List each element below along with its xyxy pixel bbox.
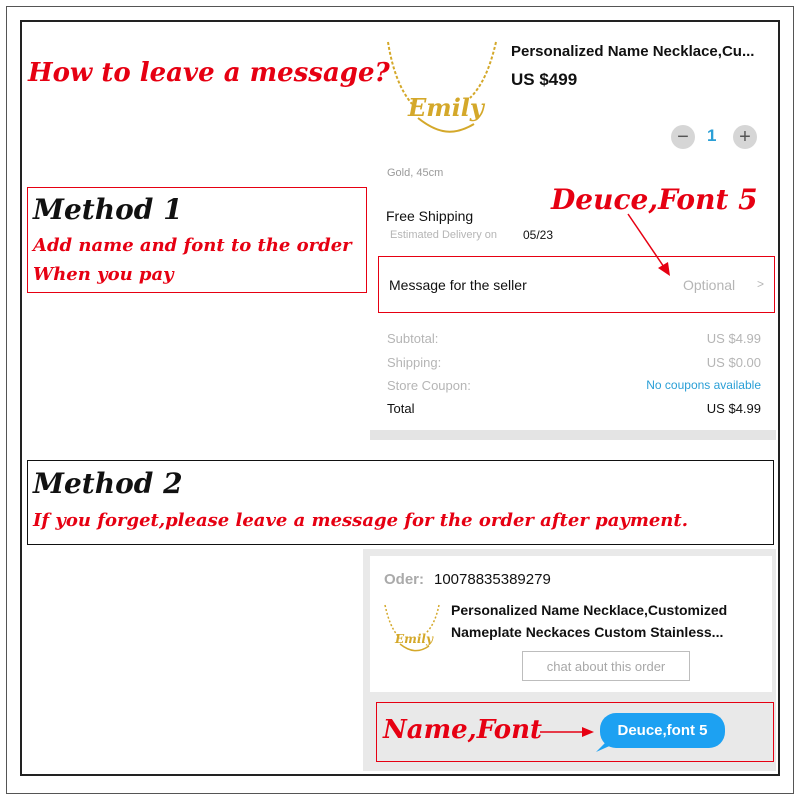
minus-icon[interactable]: − (671, 125, 695, 149)
chevron-right-icon[interactable]: > (757, 277, 765, 291)
bubble-tail (596, 738, 614, 754)
summary-coupon (387, 378, 761, 393)
page-headline: How to leave a message? (28, 58, 390, 88)
product-title[interactable]: Personalized Name Necklace,Cu... (511, 43, 755, 60)
summary-shipping (387, 355, 761, 370)
order-label: Oder: (384, 571, 425, 588)
necklace-chain-right (470, 42, 496, 98)
necklace-image (378, 38, 502, 142)
summary-total-value: US $4.99 (706, 401, 761, 416)
plus-icon[interactable]: + (733, 125, 757, 149)
method2-line1: If you forget,please leave a message for the order after payment. (33, 510, 688, 531)
summary-divider (370, 430, 776, 440)
method1-line1: Add name and font to the order (33, 235, 352, 256)
message-bubble: Deuce,font 5 (600, 713, 725, 748)
method2-title: Method 2 (33, 467, 183, 500)
order-number: 10078835389279 (434, 571, 551, 588)
order-necklace-image (381, 603, 443, 655)
summary-coupon-label: Store Coupon: (387, 378, 471, 393)
summary-subtotal-value: US $4.99 (706, 331, 761, 346)
summary-total-label: Total (387, 401, 415, 416)
order-nameplate: Emily (395, 632, 433, 646)
product-price: US $499 (511, 70, 578, 89)
method1-title: Method 1 (33, 193, 183, 226)
summary-subtotal (387, 331, 761, 346)
quantity-value: 1 (707, 126, 717, 145)
order-chain-right (426, 605, 439, 633)
summary-shipping-value: US $0.00 (706, 355, 761, 370)
arrow-icon (540, 725, 596, 739)
delivery-date: 05/23 (523, 228, 554, 242)
shipping-label: Free Shipping (386, 208, 474, 224)
seller-message-label: Message for the seller (389, 277, 527, 293)
name-font-label: Name,Font (383, 715, 543, 745)
chat-about-order-button[interactable]: chat about this order (522, 651, 690, 681)
method1-line2: When you pay (33, 264, 174, 285)
order-title-line2[interactable]: Nameplate Neckaces Custom Stainless... (451, 624, 724, 640)
summary-coupon-value[interactable]: No coupons available (646, 378, 761, 392)
summary-total (387, 401, 761, 416)
necklace-nameplate: Emily (408, 93, 484, 122)
variant-label: Gold, 45cm (387, 167, 444, 179)
order-title-line1[interactable]: Personalized Name Necklace,Customized (451, 602, 728, 618)
seller-message-placeholder[interactable]: Optional (683, 277, 736, 293)
callout-font-choice: Deuce,Font 5 (551, 183, 758, 216)
summary-subtotal-label: Subtotal: (387, 331, 439, 346)
summary-shipping-label: Shipping: (387, 355, 442, 370)
delivery-label: Estimated Delivery on (390, 229, 497, 241)
